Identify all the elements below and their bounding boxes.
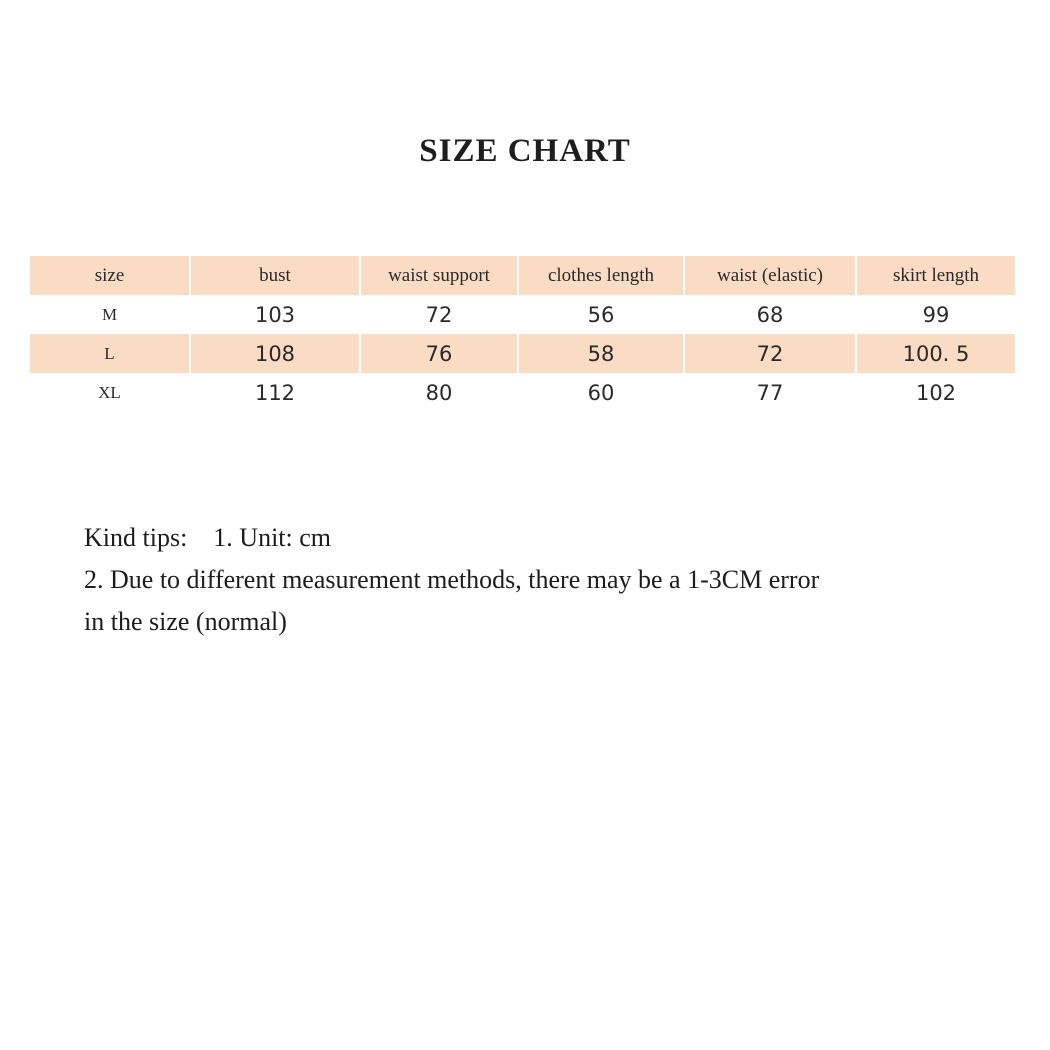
table-cell: M xyxy=(30,295,190,334)
table-cell: 108 xyxy=(190,334,360,373)
table-cell: 60 xyxy=(518,373,684,412)
table-cell: 72 xyxy=(684,334,856,373)
table-cell: 77 xyxy=(684,373,856,412)
table-row xyxy=(30,373,1016,412)
table-cell: 56 xyxy=(518,295,684,334)
table-cell: L xyxy=(30,334,190,373)
tip-measurement-error-cont: in the size (normal) xyxy=(84,607,287,636)
table-cell: 102 xyxy=(856,373,1016,412)
column-header: clothes length xyxy=(518,256,684,295)
column-header: size xyxy=(30,256,190,295)
tip-measurement-error: 2. Due to different measurement methods, there may be a 1-3CM error xyxy=(84,565,820,594)
column-header: waist (elastic) xyxy=(684,256,856,295)
table-cell: 80 xyxy=(360,373,518,412)
tips-line-1 xyxy=(84,517,819,559)
table-cell: 100. 5 xyxy=(856,334,1016,373)
table-cell: 76 xyxy=(360,334,518,373)
size-table xyxy=(30,256,1017,412)
tips-label: Kind tips: xyxy=(84,523,188,552)
column-header: bust xyxy=(190,256,360,295)
table-cell: 112 xyxy=(190,373,360,412)
table-cell: 72 xyxy=(360,295,518,334)
table-row xyxy=(30,295,1016,334)
kind-tips xyxy=(84,517,819,643)
table-cell: 58 xyxy=(518,334,684,373)
table-header-row xyxy=(30,256,1016,295)
table-row xyxy=(30,334,1016,373)
table-cell: 99 xyxy=(856,295,1016,334)
column-header: skirt length xyxy=(856,256,1016,295)
column-header: waist support xyxy=(360,256,518,295)
table-cell: 103 xyxy=(190,295,360,334)
table-cell: XL xyxy=(30,373,190,412)
table-cell: 68 xyxy=(684,295,856,334)
page-title: SIZE CHART xyxy=(419,133,631,169)
tip-unit: 1. Unit: cm xyxy=(213,523,332,552)
